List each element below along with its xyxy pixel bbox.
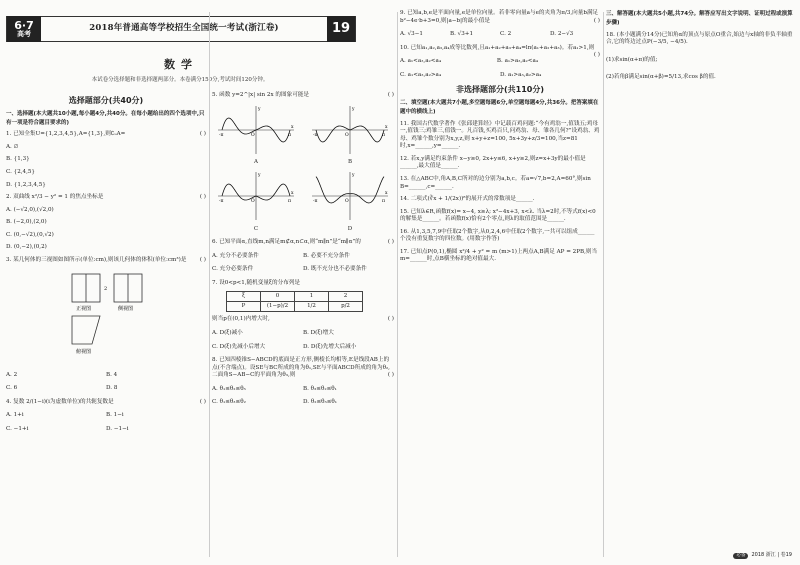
- axis-label: O: [251, 132, 255, 138]
- option-d: D. θ₂≤θ₃≤θ₁: [303, 399, 338, 406]
- question-10: [400, 45, 600, 80]
- answer-bracket: ( ): [199, 398, 206, 405]
- page-footer: [733, 552, 792, 559]
- question-7: [212, 280, 394, 351]
- question-stem: 7. 设0<p<1,随机变量ξ的分布列是: [212, 279, 300, 286]
- option-c: C. −1+i: [6, 425, 29, 432]
- sub-question-1: (1)求sin(α+π)的值;: [606, 56, 658, 63]
- question-12: [400, 156, 600, 171]
- distribution-table: [226, 291, 363, 312]
- axis-label: -π: [219, 199, 224, 205]
- axis-label: -π: [313, 132, 318, 138]
- function-plot: [310, 170, 390, 222]
- option-b: B. 4: [106, 371, 118, 378]
- column-divider: [397, 12, 398, 557]
- part1-desc: 一、选择题(本大题共10小题,每小题4分,共40分。在每小题给出的四个选项中,只有一项是符合题目要求的): [6, 110, 205, 126]
- column-4: [606, 10, 796, 85]
- option-a: A. 1+i: [6, 412, 24, 419]
- graph-option: [212, 104, 300, 167]
- logo-text: 高考: [17, 30, 31, 38]
- axis-label: y: [258, 173, 261, 179]
- option-b: B. a₁>a₃,a₂<a₄: [496, 58, 539, 65]
- axis-label: π: [288, 132, 291, 138]
- option-c: C. D(ξ)先减小后增大: [212, 343, 266, 350]
- question-2: [6, 194, 206, 252]
- axis-label: x: [385, 124, 388, 130]
- option-c: C. θ₁≤θ₃≤θ₂: [212, 399, 246, 406]
- graph-option: [212, 170, 300, 233]
- question-16: [400, 229, 600, 244]
- question-stem: 12. 若x,y满足约束条件 x−y≥0, 2x+y≤6, x+y≥2,则z=x+3y的最小值是______,最大值是______.: [400, 155, 586, 170]
- column-2: [212, 92, 394, 413]
- dimension-label: 2: [104, 286, 108, 293]
- table-cell: p/2: [329, 302, 363, 312]
- column-divider: [603, 12, 604, 557]
- option-d: D. {1,2,3,4,5}: [6, 181, 46, 188]
- question-11: [400, 121, 600, 151]
- part3-desc: 三、解答题(本大题共5小题,共74分。解答应写出文字说明、证明过程或演算步骤): [606, 11, 793, 26]
- option-c: C. a₁<a₃,a₂>a₄: [400, 71, 442, 78]
- answer-bracket: ( ): [593, 17, 600, 24]
- table-cell: 1/2: [295, 302, 329, 312]
- graph-option: [306, 170, 394, 233]
- question-stem: 2. 双曲线 x²/3 − y² = 1 的焦点坐标是: [6, 194, 104, 201]
- question-stem: 6. 已知平面α,直线m,n满足m⊄α,n⊂α,则“m∥n”是“m∥α”的: [212, 239, 361, 246]
- option-c: C. 充分必要条件: [212, 266, 254, 273]
- question-stem: 8. 已知四棱锥S−ABCD的底面是正方形,侧棱长均相等,E是线段AB上的点(不含端点)。设SE与BC所成的角为θ₁,SE与平面ABCD所成的角为θ₂,二面角S−AB−C的平面角为θ₃,则: [212, 357, 390, 379]
- question-stem: 11. 我国古代数学著作《张邱建算经》中记载百鸡问题:“今有鸡翁一,值钱五;鸡母一,值钱三;鸡雏三,值钱一。凡百钱,买鸡百只,问鸡翁、母、雏各几何?”设鸡翁、鸡母、鸡雏个数分别为x,y,z,则 x+y+z=100, 5x+3y+z/3=100,当z=81时,x=______,y=______.: [400, 120, 600, 150]
- question-stem: 10. 已知a₁,a₂,a₃,a₄成等比数列,且a₁+a₂+a₃+a₄=ln(a₁+a₂+a₃)。若a₁>1,则: [400, 44, 595, 51]
- question-1: [6, 131, 206, 189]
- function-plot: [216, 170, 296, 222]
- logo-number: 6·7: [14, 19, 34, 32]
- question-stem: 9. 已知a,b,e是平面向量,e是单位向量。若非零向量a与e的夹角为π/3,向量b满足b²−4e·b+3=0,则|a−b|的最小值是: [400, 10, 599, 24]
- option-d: D. 既不充分也不必要条件: [303, 266, 367, 273]
- axis-label: y: [258, 106, 261, 112]
- question-stem: 13. 在△ABC中,角A,B,C所对的边分别为a,b,c。若a=√7,b=2,A=60°,则sin B=______,c=______.: [400, 175, 591, 190]
- option-a: A. a₁<a₃,a₂<a₄: [400, 58, 442, 65]
- graph-label: A: [254, 158, 258, 165]
- option-a: A. ∅: [6, 143, 19, 150]
- option-d: D. 2−√3: [550, 31, 574, 38]
- subject-title: 数学: [164, 58, 198, 71]
- question-5: [212, 92, 394, 233]
- question-stem: 16. 从1,3,5,7,9中任取2个数字,从0,2,4,6中任取2个数字,一共可以组成______个没有重复数字的四位数。(用数字作答): [400, 228, 595, 243]
- axis-label: π: [288, 199, 291, 205]
- option-a: A. θ₁≤θ₂≤θ₃: [212, 385, 246, 392]
- option-b: B. D(ξ)增大: [303, 329, 334, 336]
- function-plot: [310, 104, 390, 156]
- option-b: B. (−2,0),(2,0): [6, 219, 47, 226]
- column-1: [6, 92, 206, 439]
- axis-label: -π: [219, 132, 224, 138]
- side-view-label: 侧视图: [118, 306, 134, 313]
- table-cell: 2: [329, 292, 363, 302]
- part2-desc: 二、填空题(本大题共7小题,多空题每题6分,单空题每题4分,共36分。把答案填在题中的横线上): [400, 100, 599, 115]
- column-divider: [209, 12, 210, 557]
- question-13: [400, 176, 600, 191]
- exam-header: [6, 16, 356, 42]
- footer-text: 2018 浙江 | 卷19: [751, 552, 792, 559]
- graph-label: B: [347, 158, 353, 165]
- table-cell: (1−p)/2: [261, 302, 295, 312]
- option-a: A. (−√2,0),(√2,0): [6, 206, 54, 213]
- axis-label: y: [352, 173, 355, 179]
- table-cell: 0: [261, 292, 295, 302]
- part1-title: 选择题部分(共40分): [68, 96, 144, 105]
- question-14: [400, 196, 600, 204]
- option-c: C. 6: [6, 385, 18, 392]
- answer-bracket: ( ): [387, 372, 394, 379]
- answer-bracket: ( ): [593, 52, 600, 59]
- option-b: B. {1,3}: [6, 156, 30, 163]
- answer-bracket: ( ): [387, 92, 394, 98]
- question-stem: 14. 二项式(∛x + 1/(2x))⁸的展开式的常数项是______.: [400, 196, 535, 203]
- axis-label: x: [291, 124, 294, 130]
- question-18: [606, 32, 796, 82]
- question-17: [400, 249, 600, 264]
- question-9: [400, 10, 600, 39]
- option-a: A. √3−1: [400, 31, 423, 38]
- graph-option: [306, 104, 394, 167]
- sub-question-2: (2)若角β满足sin(α+β)=5/13,求cos β的值.: [606, 74, 716, 81]
- question-stem: 15. 已知λ∈R,函数f(x)= x−4, x≥λ; x²−4x+3, x<λ. 当λ=2时,不等式f(x)<0的解集是______。若函数f(x)恰有2个零点,则λ的取值范围是______.: [400, 208, 596, 223]
- option-c: C. {2,4,5}: [6, 169, 35, 176]
- question-stem: 18. (本小题满分14分)已知角α的顶点与原点O重合,始边与x轴的非负半轴重合,它的终边过点P(−3/5, −4/5).: [606, 31, 793, 46]
- option-d: D. 8: [106, 385, 118, 392]
- axis-label: π: [382, 199, 385, 205]
- graph-label: D: [347, 225, 353, 232]
- option-a: A. 充分不必要条件: [212, 252, 259, 259]
- graph-label: C: [253, 225, 259, 232]
- question-stem: 5. 函数 y=2^|x| sin 2x 的图象可能是: [212, 92, 309, 98]
- question-stem: 3. 某几何体的三视图如图所示(单位:cm),则该几何体的体积(单位:cm³)是: [6, 256, 187, 263]
- paper-number: 19: [327, 16, 355, 42]
- part2-title: 非选择题部分(共110分): [455, 85, 544, 95]
- front-view-label: 正视图: [76, 306, 92, 313]
- question-3: [6, 257, 206, 393]
- axis-label: O: [345, 199, 349, 205]
- axis-label: x: [385, 191, 388, 197]
- option-d: D. (0,−2),(0,2): [6, 244, 47, 251]
- axis-label: O: [345, 132, 349, 138]
- question-8: [212, 357, 394, 407]
- axis-label: π: [382, 132, 385, 138]
- question-stem: 17. 已知点P(0,1),椭圆 x²/4 + y² = m (m>1)上两点A,B满足 AP = 2PB,则当m=______时,点B横坐标的绝对值最大.: [400, 248, 598, 263]
- table-cell: 1: [295, 292, 329, 302]
- option-c: C. 2: [500, 31, 512, 38]
- exam-title: 2018年普通高等学校招生全国统一考试(浙江卷): [89, 23, 279, 34]
- question-4: [6, 399, 206, 434]
- function-graphs: [212, 104, 394, 234]
- question-stem: 4. 复数 2/(1−i)(i为虚数单位)的共轭复数是: [6, 398, 114, 405]
- option-c: C. (0,−√2),(0,√2): [6, 231, 54, 238]
- brand-logo: [7, 16, 41, 42]
- table-cell: ξ: [227, 292, 261, 302]
- option-a: A. D(ξ)减小: [212, 329, 243, 336]
- option-d: D. D(ξ)先增大后减小: [303, 343, 357, 350]
- top-view-label: 俯视图: [76, 349, 92, 356]
- option-d: D. a₁>a₃,a₂>a₄: [500, 71, 542, 78]
- option-b: B. √3+1: [450, 31, 474, 38]
- function-plot: [216, 104, 296, 156]
- exam-intro: 本试卷分选择题和非选择题两部分。本卷满分150分,考试时间120分钟。: [91, 77, 269, 83]
- top-view-shape: [72, 316, 100, 344]
- option-b: B. 必要不充分条件: [303, 252, 350, 259]
- question-stem: 1. 已知全集U={1,2,3,4,5},A={1,3},则∁ᵤA=: [6, 131, 126, 138]
- option-b: B. θ₃≤θ₂≤θ₁: [303, 385, 337, 392]
- answer-bracket: ( ): [387, 239, 394, 246]
- axis-label: x: [291, 191, 294, 197]
- answer-bracket: ( ): [199, 194, 206, 201]
- option-a: A. 2: [6, 371, 18, 378]
- footer-badge: 必备: [733, 553, 748, 559]
- axis-label: O: [251, 199, 255, 205]
- three-view-figure: [66, 270, 176, 360]
- axis-label: -π: [313, 199, 318, 205]
- question-6: [212, 239, 394, 274]
- answer-bracket: ( ): [199, 256, 206, 263]
- answer-bracket: ( ): [199, 131, 206, 138]
- column-3: [400, 10, 600, 267]
- question-stem-continued: 则当p在(0,1)内增大时,: [212, 316, 270, 323]
- option-b: B. 1−i: [106, 412, 124, 419]
- axis-label: y: [352, 106, 355, 112]
- question-15: [400, 209, 600, 224]
- table-cell: P: [227, 302, 261, 312]
- option-d: D. −1−i: [106, 425, 129, 432]
- answer-bracket: ( ): [387, 316, 394, 323]
